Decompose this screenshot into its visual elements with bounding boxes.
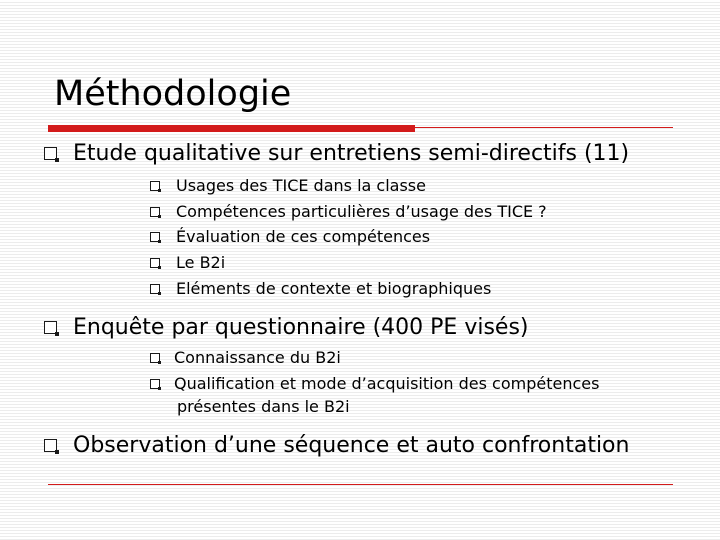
sub-bullet-text: Évaluation de ces compétences: [176, 227, 431, 246]
sub-bullet-text: Usages des TICE dans la classe: [176, 176, 426, 195]
bullet-section-interviews: [44, 141, 629, 166]
bullet-text: Observation d’une séquence et auto confrontation: [73, 433, 630, 458]
title-underline-thin: [415, 127, 673, 128]
sub-bullet-usages: [150, 176, 426, 195]
footer-rule: [48, 484, 673, 485]
square-bullet-icon: [150, 379, 160, 389]
sub-bullet-text: Compétences particulières d’usage des TICE ?: [176, 202, 547, 221]
sub-bullet-competences: [150, 202, 547, 221]
sub-bullet-text: Connaissance du B2i: [174, 348, 341, 367]
title-underline-thick: [48, 125, 415, 132]
bullet-section-observation: [44, 433, 629, 458]
square-bullet-icon: [150, 284, 160, 294]
sub-bullet-b2i: [150, 253, 225, 272]
sub-bullet-text: Le B2i: [176, 253, 226, 272]
sub-bullet-connaissance: [150, 348, 341, 367]
sub-bullet-text: Eléments de contexte et biographiques: [176, 279, 492, 298]
square-bullet-icon: [44, 321, 57, 334]
square-bullet-icon: [150, 181, 160, 191]
square-bullet-icon: [150, 353, 160, 363]
square-bullet-icon: [44, 147, 57, 160]
sub-bullet-continuation: présentes dans le B2i: [177, 397, 350, 416]
bullet-text: Etude qualitative sur entretiens semi-directifs (11): [73, 141, 630, 166]
slide-title: Méthodologie: [54, 74, 292, 114]
sub-bullet-qualification: [150, 374, 599, 393]
square-bullet-icon: [150, 258, 160, 268]
sub-bullet-evaluation: [150, 227, 430, 246]
square-bullet-icon: [44, 439, 57, 452]
sub-bullet-text: Qualification et mode d’acquisition des compétences: [174, 374, 600, 393]
bullet-text: Enquête par questionnaire (400 PE visés): [73, 315, 529, 340]
sub-bullet-contexte: [150, 279, 491, 298]
bullet-section-survey: [44, 315, 529, 340]
square-bullet-icon: [150, 207, 160, 217]
square-bullet-icon: [150, 232, 160, 242]
